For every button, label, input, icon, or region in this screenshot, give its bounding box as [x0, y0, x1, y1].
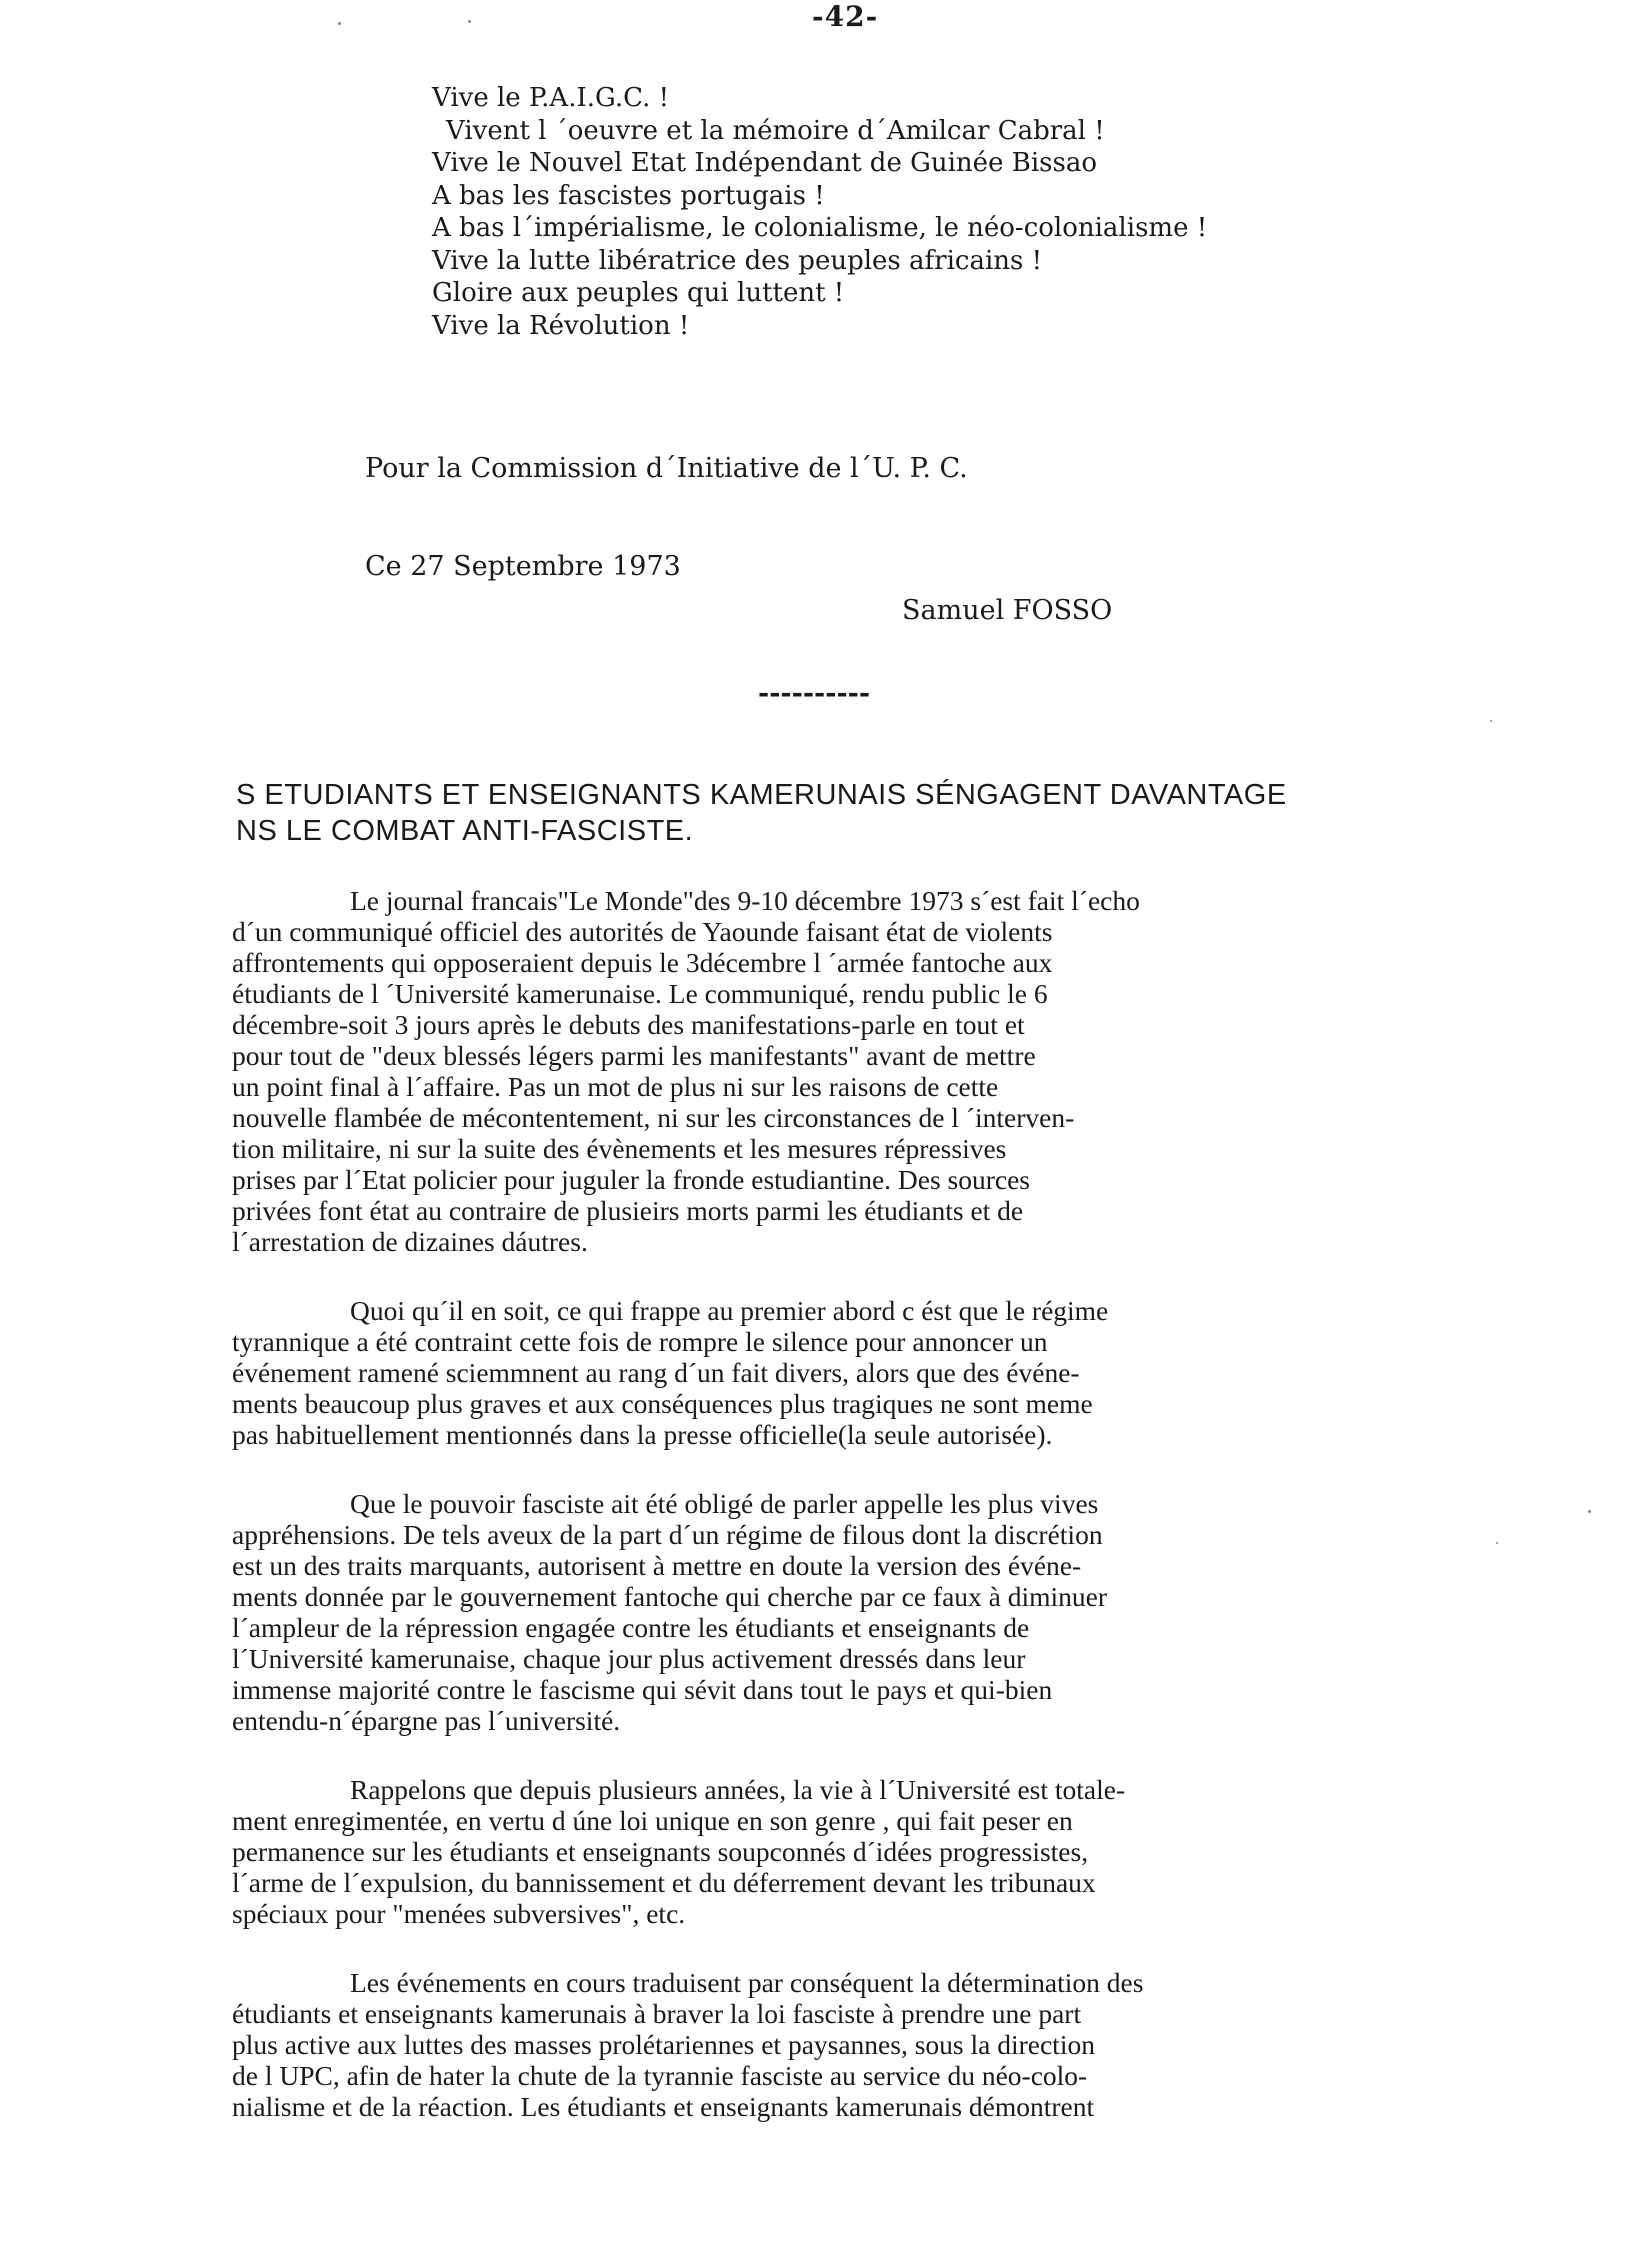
commission-line: Pour la Commission d´Initiative de l´U. P. C.	[365, 453, 968, 484]
paragraph-line: tyrannique a été contraint cette fois de rompre le silence pour annoncer un	[232, 1326, 1048, 1357]
paragraph-line: affrontements qui opposeraient depuis le 3décembre l ´armée fantoche aux	[232, 947, 1053, 978]
paragraph-line: Que le pouvoir fasciste ait été obligé de parler appelle les plus vives	[350, 1488, 1099, 1519]
paragraph	[232, 1967, 1602, 2122]
paragraph-line: nouvelle flambée de mécontentement, ni sur les circonstances de l ´interven-	[232, 1102, 1075, 1133]
paragraph-line: pour tout de "deux blessés légers parmi les manifestants" avant de mettre	[232, 1040, 1036, 1071]
slogan-line: Gloire aux peuples qui luttent !	[432, 278, 845, 308]
paragraph-line: ment enregimentée, en vertu d úne loi unique en son genre , qui fait peser en	[232, 1805, 1073, 1836]
paragraph-line: spéciaux pour "menées subversives", etc.	[232, 1898, 686, 1929]
paragraph-line: ments beaucoup plus graves et aux conséquences plus tragiques ne sont meme	[232, 1388, 1093, 1419]
scan-speck	[1496, 1542, 1498, 1544]
paragraph-line: l´arme de l´expulsion, du bannissement et du déferrement devant les tribunaux	[232, 1867, 1096, 1898]
paragraph	[232, 1774, 1602, 1929]
paragraph-line: est un des traits marquants, autorisent à mettre en doute la version des événe-	[232, 1550, 1082, 1581]
heading-line: NS LE COMBAT ANTI-FASCISTE.	[236, 815, 694, 847]
slogan-line: Vive le P.A.I.G.C. !	[432, 83, 670, 113]
signature-name: Samuel FOSSO	[902, 595, 1113, 626]
paragraph-line: étudiants de l ´Université kamerunaise. Le communiqué, rendu public le 6	[232, 978, 1048, 1009]
paragraph	[232, 1488, 1602, 1736]
article-body	[232, 885, 1602, 2122]
paragraph-line: tion militaire, ni sur la suite des évènements et les mesures répressives	[232, 1133, 1007, 1164]
slogan-line: Vive la Révolution !	[432, 310, 690, 341]
paragraph-line: décembre-soit 3 jours après le debuts des manifestations-parle en tout et	[232, 1009, 1025, 1040]
paragraph-line: Rappelons que depuis plusieurs années, la vie à l´Université est totale-	[350, 1774, 1126, 1805]
separator-line: ----------	[758, 678, 871, 709]
paragraph-line: de l UPC, afin de hater la chute de la tyrannie fasciste au service du néo-colo-	[232, 2060, 1088, 2091]
paragraph	[232, 885, 1602, 1257]
paragraph-line: l´Université kamerunaise, chaque jour plus activement dressés dans leur	[232, 1643, 1026, 1674]
paragraph	[232, 1295, 1602, 1450]
paragraph-line: Quoi qu´il en soit, ce qui frappe au premier abord c ést que le régime	[350, 1295, 1109, 1326]
slogan-line: Vive le Nouvel Etat Indépendant de Guinée Bissao	[432, 148, 1097, 178]
slogan-list	[432, 82, 1532, 342]
paragraph-line: d´un communiqué officiel des autorités de Yaounde faisant état de violents	[232, 916, 1053, 947]
paragraph-line: Le journal francais"Le Monde"des 9-10 décembre 1973 s´est fait l´echo	[350, 885, 1140, 916]
scan-speck	[1588, 1510, 1591, 1513]
page-number: -42-	[812, 0, 879, 33]
slogan-line: Vivent l ´oeuvre et la mémoire d´Amilcar Cabral !	[446, 115, 1105, 146]
paragraph-line: événement ramené sciemmnent au rang d´un fait divers, alors que des événe-	[232, 1357, 1080, 1388]
paragraph-line: ments donnée par le gouvernement fantoche qui cherche par ce faux à diminuer	[232, 1581, 1108, 1612]
paragraph-line: permanence sur les étudiants et enseignants soupconnés d´idées progressistes,	[232, 1836, 1089, 1867]
date-line: Ce 27 Septembre 1973	[365, 551, 681, 582]
scan-speck	[338, 22, 341, 25]
slogan-line: A bas l´impérialisme, le colonialisme, le néo-colonialisme !	[432, 213, 1208, 243]
paragraph-line: plus active aux luttes des masses prolétariennes et paysannes, sous la direction	[232, 2029, 1095, 2060]
paragraph-line: l´ampleur de la répression engagée contre les étudiants et enseignants de	[232, 1612, 1030, 1643]
paragraph-line: prises par l´Etat policier pour juguler la fronde estudiantine. Des sources	[232, 1164, 1031, 1195]
slogan-line: Vive la lutte libératrice des peuples africains !	[432, 245, 1043, 276]
paragraph-line: appréhensions. De tels aveux de la part d´un régime de filous dont la discrétion	[232, 1519, 1103, 1550]
paragraph-line: privées font état au contraire de plusieirs morts parmi les étudiants et de	[232, 1195, 1024, 1226]
heading-line: S ETUDIANTS ET ENSEIGNANTS KAMERUNAIS SÉNGAGENT DAVANTAGE	[236, 779, 1287, 811]
scan-speck	[1490, 720, 1492, 722]
slogan-line: A bas les fascistes portugais !	[432, 180, 825, 211]
paragraph-line: Les événements en cours traduisent par conséquent la détermination des	[350, 1967, 1144, 1998]
article-heading	[236, 777, 1616, 849]
paragraph-line: un point final à l´affaire. Pas un mot de plus ni sur les raisons de cette	[232, 1071, 999, 1102]
paragraph-line: pas habituellement mentionnés dans la presse officielle(la seule autorisée).	[232, 1419, 1053, 1450]
paragraph-line: l´arrestation de dizaines dáutres.	[232, 1226, 588, 1257]
paragraph-line: nialisme et de la réaction. Les étudiants et enseignants kamerunais démontrent	[232, 2091, 1095, 2122]
paragraph-line: immense majorité contre le fascisme qui sévit dans tout le pays et qui-bien	[232, 1674, 1053, 1705]
paragraph-line: étudiants et enseignants kamerunais à braver la loi fasciste à prendre une part	[232, 1998, 1082, 2029]
scan-speck	[468, 20, 471, 23]
paragraph-line: entendu-n´épargne pas l´université.	[232, 1705, 621, 1736]
